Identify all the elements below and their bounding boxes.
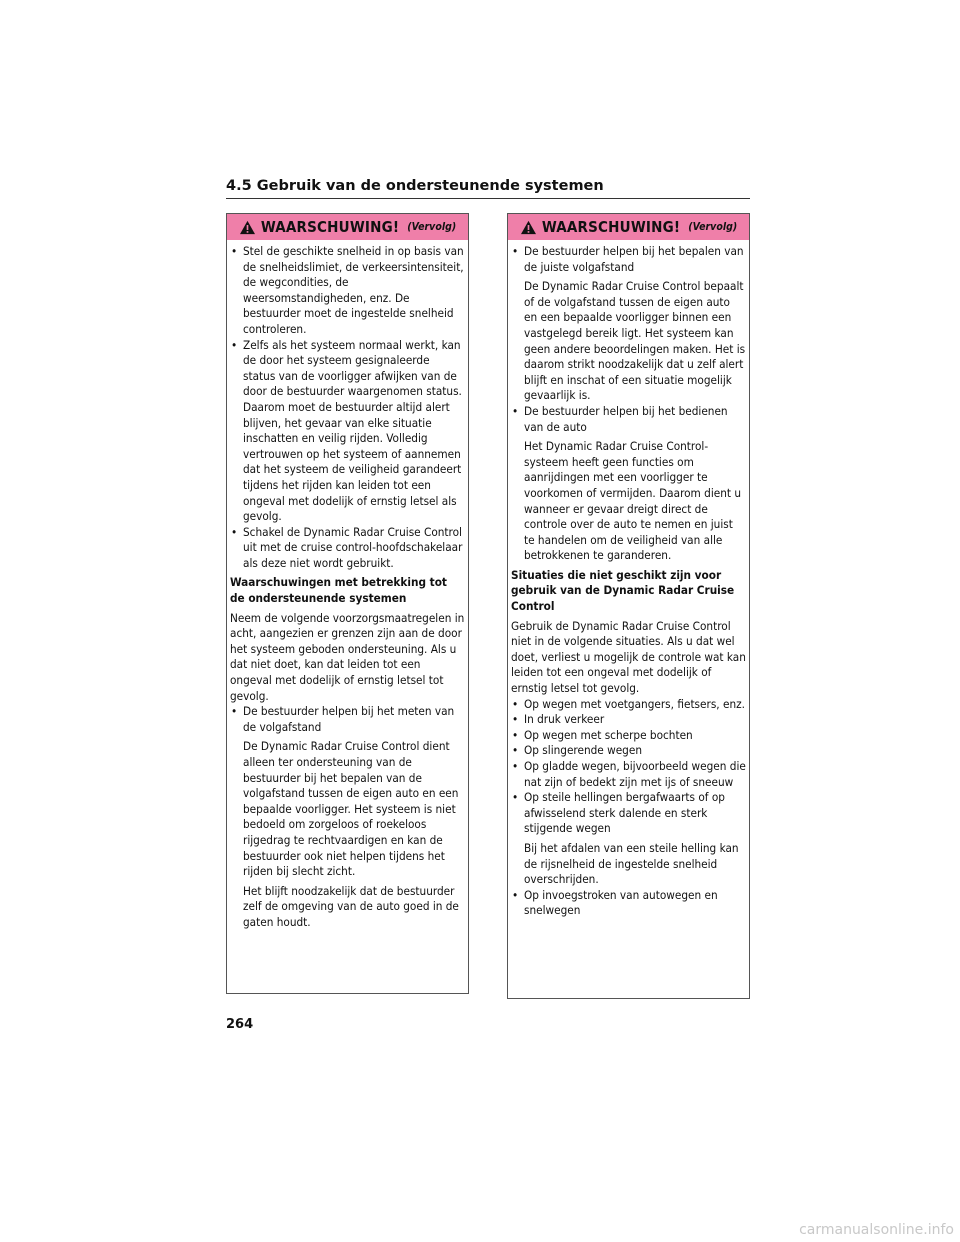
warning-box-left bbox=[226, 213, 469, 994]
subheading: Waarschuwingen met betrekking tot de ondersteunende systemen bbox=[230, 575, 447, 606]
paragraph: Neem de volgende voorzorgsmaatregelen in acht, aangezien er grenzen zijn aan de door het systeem geboden ondersteuning. Als u dat niet doet, kan dat leiden tot een ongeval met dodelijk of ernstig letsel tot gevolg. bbox=[230, 610, 465, 703]
paragraph: Het blijft noodzakelijk dat de bestuurder zelf de omgeving van de auto goed in de gaten houdt. bbox=[243, 883, 459, 929]
list-item: • In druk verkeer bbox=[512, 712, 605, 727]
list-item: • Op steile hellingen bergafwaarts of op afwisselend sterk dalende en sterk stijgende wegen bbox=[512, 790, 725, 836]
paragraph: De Dynamic Radar Cruise Control bepaalt of de volgafstand tussen de eigen auto en een bepaalde voorligger binnen een vastgelegd bereik ligt. Het systeem kan geen andere beoordelingen maken. Het is daarom strikt noodzakelijk dat u zelf alert blijft en inschat of een situatie mogelijk gevaarlijk is. bbox=[524, 279, 746, 403]
paragraph: Gebruik de Dynamic Radar Cruise Control niet in de volgende situaties. Als u dat wel doet, verliest u mogelijk de controle wat kan leiden tot een ongeval met dodelijk of ernstig letsel tot gevolg. bbox=[511, 618, 746, 696]
paragraph: De Dynamic Radar Cruise Control dient alleen ter ondersteuning van de bestuurder bij het bepalen van de volgafstand tussen de eigen auto en een bepaalde voorligger. Het systeem is niet bedoeld om zorgeloos of roekeloos rijgedrag te rechtvaardigen en kan de bestuurder ook niet helpen tijdens het rijden bij slecht zicht. bbox=[243, 739, 459, 879]
list-item: • De bestuurder helpen bij het bepalen van de juiste volgafstand bbox=[512, 244, 744, 274]
list-item: • Op wegen met voetgangers, fietsers, enz. bbox=[512, 696, 745, 711]
list-item: • Zelfs als het systeem normaal werkt, kan de door het systeem gesignaleerde status van de voorligger afwijken van de door de bestuurder waargenomen status. Daarom moet de bestuurder altijd alert blijven, het gevaar van elke situatie inschatten en veilig rijden. Volledig vertrouwen op het systeem of aannemen dat het systeem de veiligheid garandeert tijdens het rijden kan leiden tot een ongeval met dodelijk of ernstig letsel als gevolg. bbox=[231, 337, 462, 524]
paragraph: Bij het afdalen van een steile helling kan de rijsnelheid de ingestelde snelheid overschrijden. bbox=[524, 840, 739, 887]
list-item: • De bestuurder helpen bij het meten van de volgafstand bbox=[231, 704, 455, 734]
warning-continued: (Vervolg) bbox=[407, 221, 457, 233]
warning-continued: (Vervolg) bbox=[688, 221, 738, 233]
paragraph: Het Dynamic Radar Cruise Control-systeem heeft geen functies om aanrijdingen met een voorligger te voorkomen of vermijden. Daarom dient u wanneer er gevaar dreigt direct de controle over de auto te nemen en juist te handelen om de veiligheid van alle betrokkenen te garanderen. bbox=[524, 439, 741, 563]
list-item: • Stel de geschikte snelheid in op basis van de snelheidslimiet, de verkeersintensiteit, de wegcondities, de weersomstandigheden, enz. De bestuurder moet de ingestelde snelheid controleren. bbox=[231, 244, 464, 336]
warning-banner bbox=[227, 214, 468, 240]
warning-box-right bbox=[507, 213, 750, 999]
section-header: 4.5 Gebruik van de ondersteunende systemen bbox=[226, 178, 750, 199]
list-item: • De bestuurder helpen bij het bedienen van de auto bbox=[512, 403, 728, 434]
list-item: • Op slingerende wegen bbox=[512, 743, 642, 758]
list-item: • Op invoegstroken van autowegen en snelwegen bbox=[512, 887, 718, 918]
warning-banner bbox=[508, 214, 749, 240]
page-number: 264 bbox=[226, 1017, 254, 1032]
list-item: • Op gladde wegen, bijvoorbeeld wegen die nat zijn of bedekt zijn met ijs of sneeuw bbox=[512, 759, 746, 789]
subheading: Situaties die niet geschikt zijn voor gebruik van de Dynamic Radar Cruise Control bbox=[511, 567, 735, 614]
watermark: carmanualsonline.info bbox=[799, 1222, 954, 1238]
warning-title: WAARSCHUWING! bbox=[541, 218, 681, 236]
warning-icon bbox=[520, 220, 537, 235]
list-item: • Schakel de Dynamic Radar Cruise Control uit met de cruise control-hoofdschakelaar als deze niet wordt gebruikt. bbox=[231, 524, 463, 570]
list-item: • Op wegen met scherpe bochten bbox=[512, 727, 693, 742]
warning-icon bbox=[239, 220, 256, 235]
warning-title: WAARSCHUWING! bbox=[260, 218, 400, 236]
